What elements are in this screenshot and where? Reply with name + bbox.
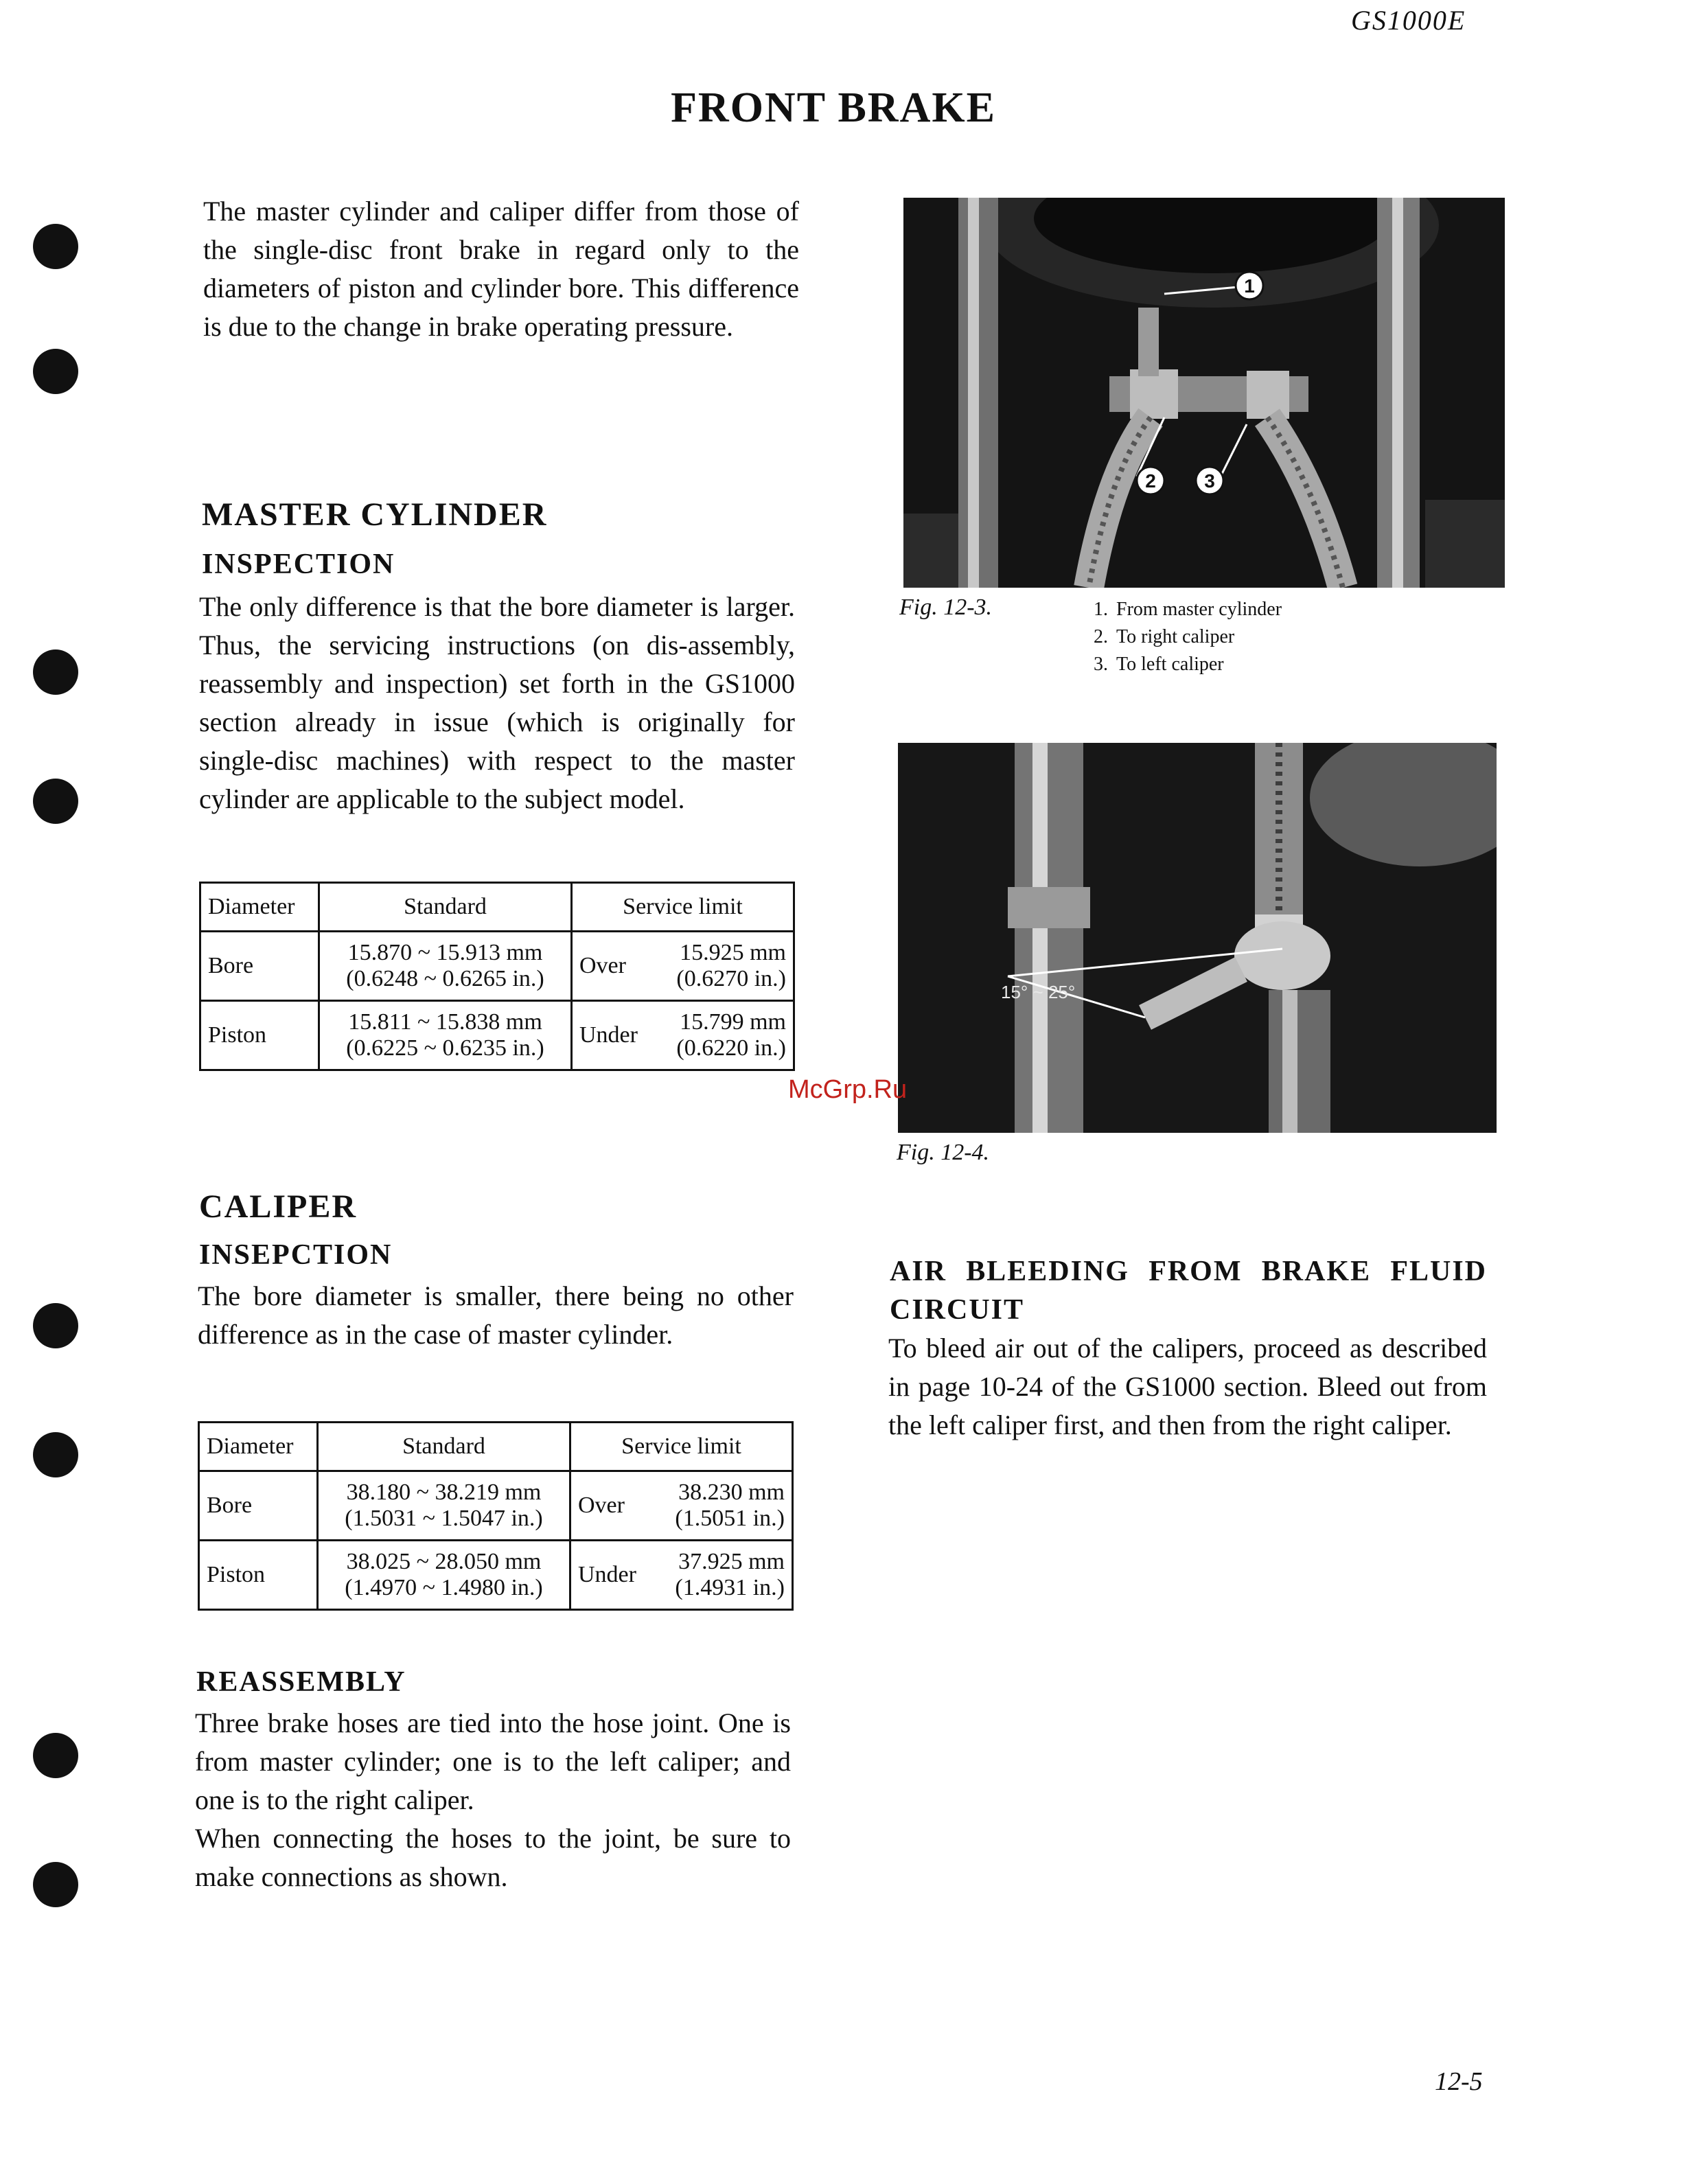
limit-cell: Under 15.799 mm (0.6220 in.) [572, 1001, 794, 1070]
col-service-limit: Service limit [570, 1423, 793, 1471]
page-number: 12-5 [1435, 2067, 1483, 2096]
photo-hose-joint [903, 198, 1505, 588]
table-row [199, 1471, 793, 1541]
table-header-row [200, 883, 794, 932]
punch-hole [33, 224, 78, 269]
air-bleeding-heading: AIR BLEEDING FROM BRAKE FLUID CIRCUIT [890, 1256, 1487, 1326]
punch-hole [33, 349, 78, 394]
caliper-text: The bore diameter is smaller, there being no other difference as in the case of master cylinder. [198, 1280, 794, 1350]
reassembly-text: Three brake hoses are tied into the hose joint. One is from master cylinder; one is to the left caliper; and one is to the right caliper. When connecting the hoses to the joint, be sure to make connections as shown. [195, 1707, 791, 1892]
row-name: Bore [199, 1471, 318, 1541]
punch-hole [33, 1303, 78, 1348]
caliper-subheading: INSEPCTION [199, 1239, 393, 1271]
limit-cell: Over 15.925 mm (0.6270 in.) [572, 932, 794, 1001]
punch-hole [33, 1432, 78, 1477]
standard-cell: 15.811 ~ 15.838 mm (0.6225 ~ 0.6235 in.) [319, 1001, 572, 1070]
master-cylinder-heading: MASTER CYLINDER [202, 496, 548, 533]
standard-cell: 38.025 ~ 28.050 mm (1.4970 ~ 1.4980 in.) [318, 1541, 570, 1610]
col-standard: Standard [319, 883, 572, 932]
col-diameter: Diameter [199, 1423, 318, 1471]
watermark: McGrp.Ru [788, 1075, 908, 1104]
master-cylinder-text: The only difference is that the bore diameter is larger. Thus, the servicing instructions (on dis-assembly, reassembly and inspection) set forth in the GS1000 section already in issue (which is originally for single-disc machines) with respect to the master cylinder are applicable to the subject model. [199, 591, 795, 814]
master-cylinder-subheading: INSPECTION [202, 549, 395, 580]
fig-12-4-caption: Fig. 12-4. [897, 1140, 990, 1165]
limit-cell: Over 38.230 mm (1.5051 in.) [570, 1471, 793, 1541]
table-row [199, 1541, 793, 1610]
table-header-row [199, 1423, 793, 1471]
standard-cell: 15.870 ~ 15.913 mm (0.6248 ~ 0.6265 in.) [319, 932, 572, 1001]
reassembly-heading: REASSEMBLY [196, 1666, 406, 1698]
punch-hole [33, 1862, 78, 1907]
row-name: Bore [200, 932, 319, 1001]
hose-joint-illustration [903, 198, 1505, 588]
fig-12-3-legend [1078, 596, 1282, 678]
punch-hole [33, 1733, 78, 1778]
col-standard: Standard [318, 1423, 570, 1471]
master-cylinder-spec-table [199, 882, 795, 1071]
col-diameter: Diameter [200, 883, 319, 932]
punch-hole [33, 779, 78, 824]
intro-paragraph: The master cylinder and caliper differ from those of the single-disc front brake in regard only to the diameters of piston and cylinder bore. This difference is due to the change in brake operating pressure. [203, 196, 799, 342]
callout-2: 2 [1145, 470, 1156, 492]
hose-angle-illustration [898, 743, 1497, 1133]
page-title: FRONT BRAKE [671, 84, 996, 131]
standard-cell: 38.180 ~ 38.219 mm (1.5031 ~ 1.5047 in.) [318, 1471, 570, 1541]
caliper-spec-table [198, 1421, 794, 1611]
legend-item: 1. From master cylinder [1094, 599, 1282, 620]
header-model: GS1000E [1351, 5, 1466, 36]
limit-cell: Under 37.925 mm (1.4931 in.) [570, 1541, 793, 1610]
legend-item: 3. To left caliper [1094, 654, 1224, 675]
air-bleeding-text: To bleed air out of the calipers, proceed as described in page 10-24 of the GS1000 section. Bleed out from the left caliper first, and then from the right caliper. [888, 1333, 1487, 1440]
fig-12-3-caption: Fig. 12-3. [899, 595, 993, 620]
punch-hole [33, 649, 78, 695]
table-row [200, 1001, 794, 1070]
callout-1: 1 [1244, 275, 1255, 297]
photo-hose-angle [898, 743, 1497, 1133]
col-service-limit: Service limit [572, 883, 794, 932]
angle-label: 15° ~ 25° [1001, 982, 1076, 1002]
callout-3: 3 [1204, 470, 1215, 492]
caliper-heading: CALIPER [199, 1188, 358, 1225]
row-name: Piston [200, 1001, 319, 1070]
row-name: Piston [199, 1541, 318, 1610]
table-row [200, 932, 794, 1001]
legend-item: 2. To right caliper [1094, 626, 1235, 647]
